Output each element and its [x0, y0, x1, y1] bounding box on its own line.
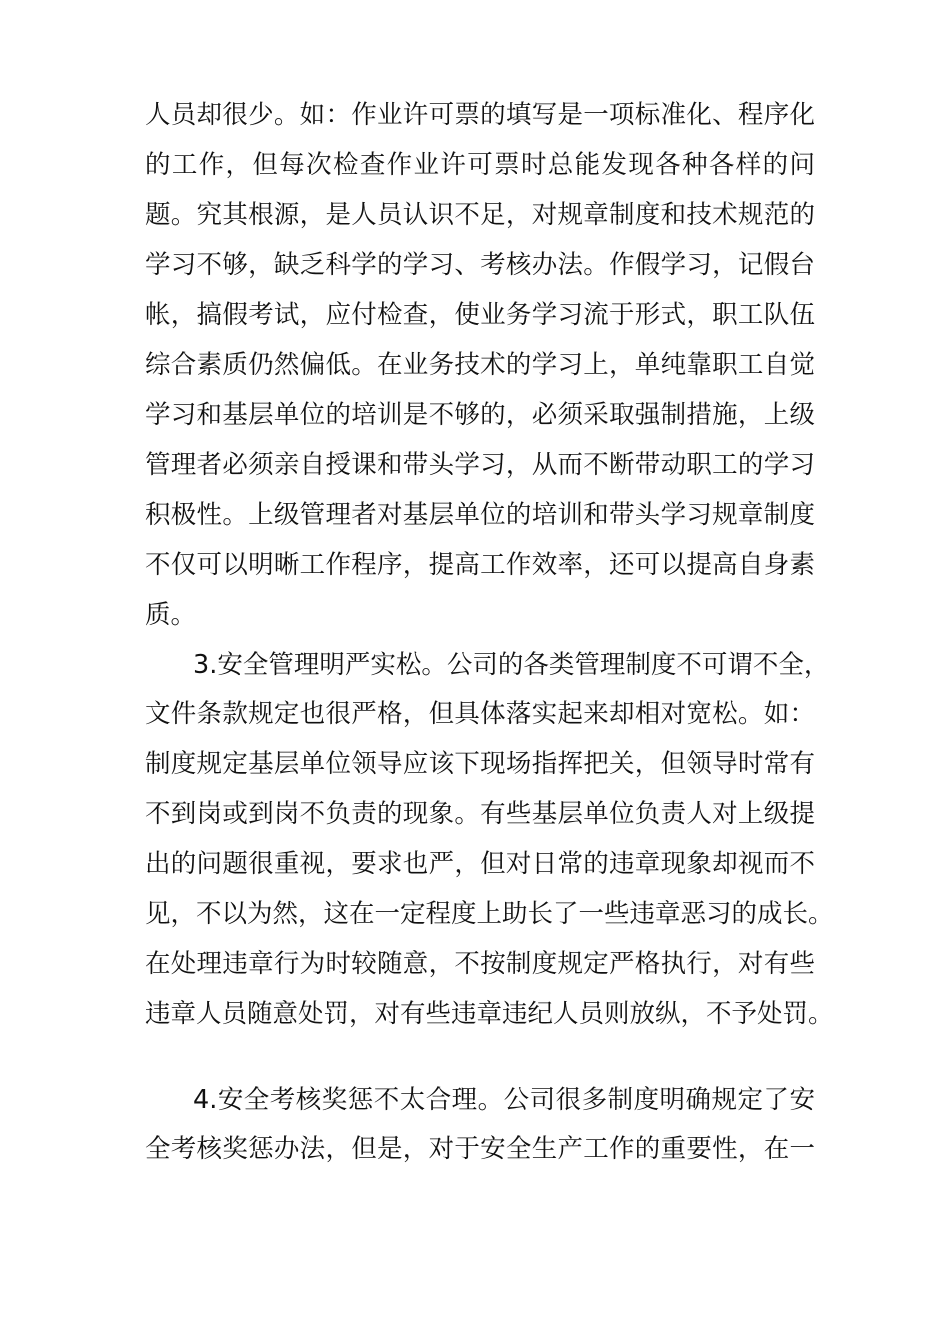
text-line: 违章人员随意处罚，对有些违章违纪人员则放纵，不予处罚。	[145, 999, 834, 1029]
text-line: 质。	[145, 600, 197, 630]
text-line: 积极性。上级管理者对基层单位的培训和带头学习规章制度	[145, 500, 815, 530]
text-line: 的工作，但每次检查作业许可票时总能发现各种各样的问	[145, 150, 815, 180]
text-line: 学习不够，缺乏科学的学习、考核办法。作假学习，记假台	[145, 250, 815, 280]
text-line: 帐，搞假考试，应付检查，使业务学习流于形式，职工队伍	[145, 300, 815, 330]
text-line: 文件条款规定也很严格，但具体落实起来却相对宽松。如：	[145, 699, 815, 729]
text-line: 不到岗或到岗不负责的现象。有些基层单位负责人对上级提	[145, 799, 815, 829]
text-line: 人员却很少。如：作业许可票的填写是一项标准化、程序化	[145, 100, 815, 130]
text-line: 管理者必须亲自授课和带头学习，从而不断带动职工的学习	[145, 450, 815, 480]
text-line: 见，不以为然，这在一定程度上助长了一些违章恶习的成长。	[145, 899, 834, 929]
text-line: 题。究其根源，是人员认识不足，对规章制度和技术规范的	[145, 200, 815, 230]
text-line: 学习和基层单位的培训是不够的，必须采取强制措施，上级	[145, 400, 815, 430]
text-line: 综合素质仍然偏低。在业务技术的学习上，单纯靠职工自觉	[145, 350, 815, 380]
text-line: 不仅可以明晰工作程序，提高工作效率，还可以提高自身素	[145, 550, 815, 580]
text-line: 在处理违章行为时较随意，不按制度规定严格执行，对有些	[145, 949, 815, 979]
text-line: 出的问题很重视，要求也严，但对日常的违章现象却视而不	[145, 849, 815, 879]
text-line: 全考核奖惩办法，但是，对于安全生产工作的重要性，在一	[145, 1134, 815, 1164]
text-line: 4.安全考核奖惩不太合理。公司很多制度明确规定了安	[193, 1085, 815, 1115]
text-line: 3.安全管理明严实松。公司的各类管理制度不可谓不全，	[193, 650, 830, 680]
text-line: 制度规定基层单位领导应该下现场指挥把关，但领导时常有	[145, 749, 815, 779]
